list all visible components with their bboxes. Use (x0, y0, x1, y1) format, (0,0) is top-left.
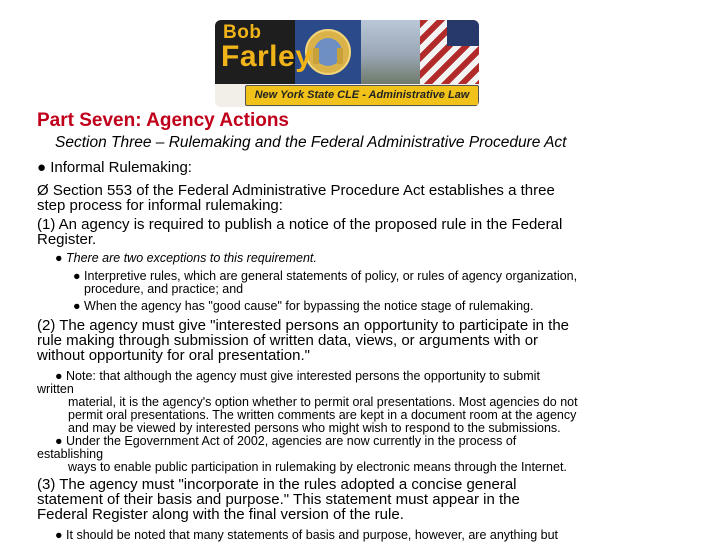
bullet-interpretive-rules (73, 270, 577, 296)
text-line: establishing (37, 447, 104, 461)
text-line: Register. (37, 231, 97, 248)
bullet-exceptions: ● There are two exceptions to this requirement. (55, 251, 317, 265)
text-line: ways to enable public participation in rulemaking by electronic means through the Internet. (68, 460, 567, 474)
text-line: and may be viewed by interested persons who might wish to respond to the submissions. (68, 421, 561, 435)
bullet-good-cause: ● When the agency has "good cause" for bypassing the notice stage of rulemaking. (73, 299, 534, 313)
banner-caption: New York State CLE - Administrative Law (245, 85, 479, 106)
banner-first-name: Bob (223, 22, 262, 43)
note-egovernment (37, 435, 567, 474)
banner-last-name: Farley (221, 40, 313, 73)
text-line: ● Interpretive rules, which are general statements of policy, or rules of agency organization, (73, 269, 578, 283)
text-line: (1) An agency is required to publish a notice of the proposed rule in the Federal (37, 216, 563, 233)
text-line: written (37, 382, 74, 396)
text-line: (3) The agency must "incorporate in the rules adopted a concise general (37, 476, 517, 493)
note-oral-presentations (37, 370, 578, 435)
text-line: permit oral presentations. The written comments are kept in a document room at the agency (68, 408, 577, 422)
paragraph-step-2 (37, 318, 569, 363)
text-line: statement of their basis and purpose." This statement must appear in the (37, 491, 520, 508)
slide-title: Part Seven: Agency Actions (37, 110, 290, 131)
text-line: step process for informal rulemaking: (37, 197, 283, 214)
header-banner (215, 20, 479, 107)
text-line: Ø Section 553 of the Federal Administrative Procedure Act establishes a three (37, 182, 555, 199)
text-line: ● Note: that although the agency must give interested persons the opportunity to submit (55, 369, 540, 383)
text-line: (2) The agency must give "interested persons an opportunity to participate in the (37, 317, 570, 334)
slide-subtitle: Section Three – Rulemaking and the Federal Administrative Procedure Act (55, 134, 567, 151)
section-heading: ● Informal Rulemaking: (37, 159, 192, 176)
text-line: without opportunity for oral presentation." (37, 347, 310, 364)
paragraph-intro (37, 183, 555, 213)
text-line: procedure, and practice; and (84, 282, 244, 296)
text-line: rule making through submission of written data, views, or arguments with or (37, 332, 539, 349)
paragraph-step-1 (37, 217, 562, 247)
text-line: Federal Register along with the final version of the rule. (37, 506, 404, 523)
banner-photo (215, 20, 479, 84)
note-basis-purpose: ● It should be noted that many statements of basis and purpose, however, are anything but (55, 528, 559, 542)
text-line: material, it is the agency's option whether to permit oral presentations. Most agencies do not (68, 395, 578, 409)
text-line: ● Under the Egovernment Act of 2002, agencies are now currently in the process of (55, 434, 517, 448)
paragraph-step-3 (37, 477, 520, 522)
